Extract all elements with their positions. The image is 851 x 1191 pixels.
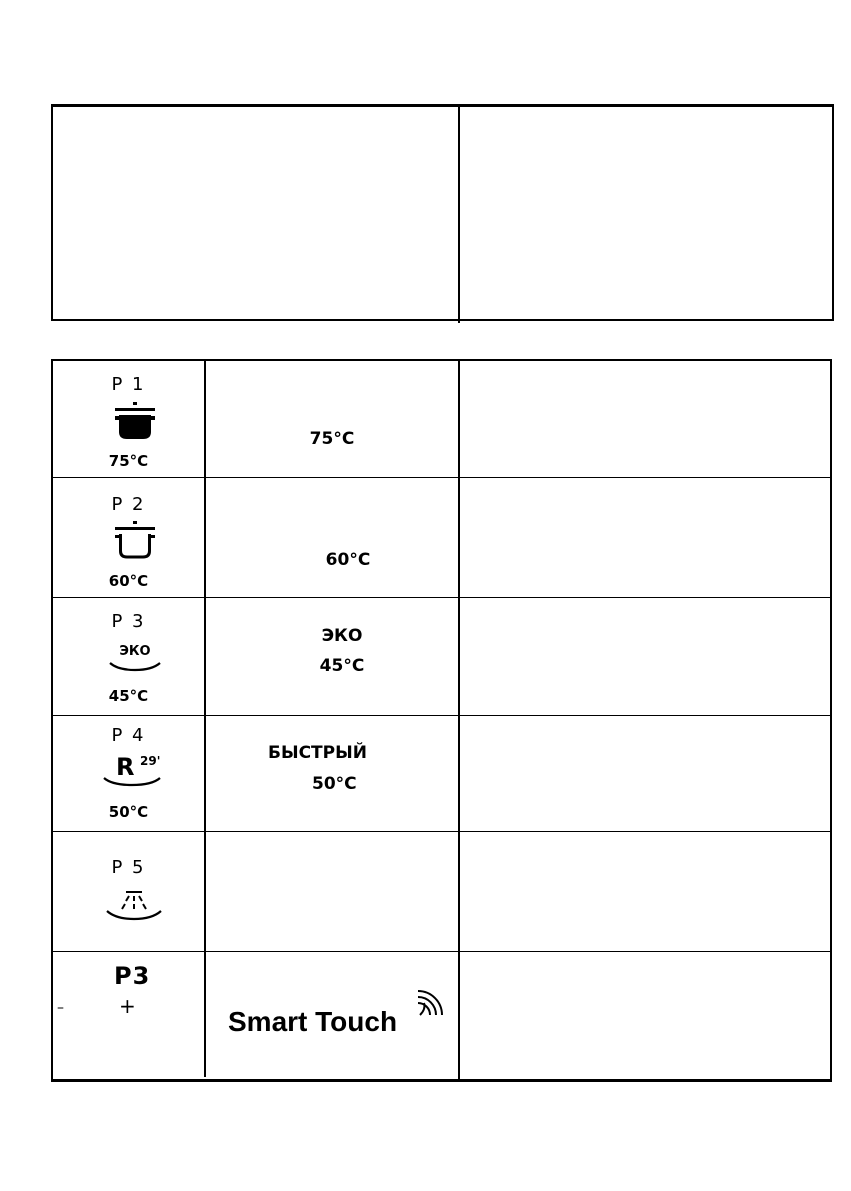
plus-sign: + — [119, 994, 136, 1018]
program-name: БЫСТРЫЙ — [268, 743, 367, 763]
eco-icon: ЭКО — [108, 644, 162, 674]
program-temp: 45°C — [108, 687, 149, 705]
program-code: P 2 — [111, 494, 146, 515]
program-name-temp: 60°C — [325, 550, 371, 570]
rapid-icon: R 29' — [102, 756, 182, 788]
program-temp: 75°C — [108, 452, 149, 470]
smart-touch-logo: Smart Touch — [228, 1006, 398, 1037]
program-code: P 4 — [111, 725, 146, 746]
program-code: P 1 — [111, 374, 146, 395]
pot-outline-icon — [113, 521, 157, 561]
pot-filled-icon — [113, 402, 157, 442]
program-temp: 50°C — [108, 803, 149, 821]
program-name-temp: 75°C — [309, 429, 355, 449]
program-name-temp: 50°C — [312, 774, 357, 794]
program-temp: 60°C — [108, 572, 149, 590]
program-code: P3 — [114, 962, 151, 990]
wifi-signal-icon — [414, 987, 448, 1021]
program-code: P 5 — [111, 857, 146, 878]
program-code: P 3 — [111, 611, 146, 632]
prewash-icon — [104, 889, 164, 921]
program-name: ЭКО — [321, 626, 363, 646]
program-name-temp: 45°C — [319, 656, 365, 676]
minus-sign: – — [57, 1000, 64, 1016]
